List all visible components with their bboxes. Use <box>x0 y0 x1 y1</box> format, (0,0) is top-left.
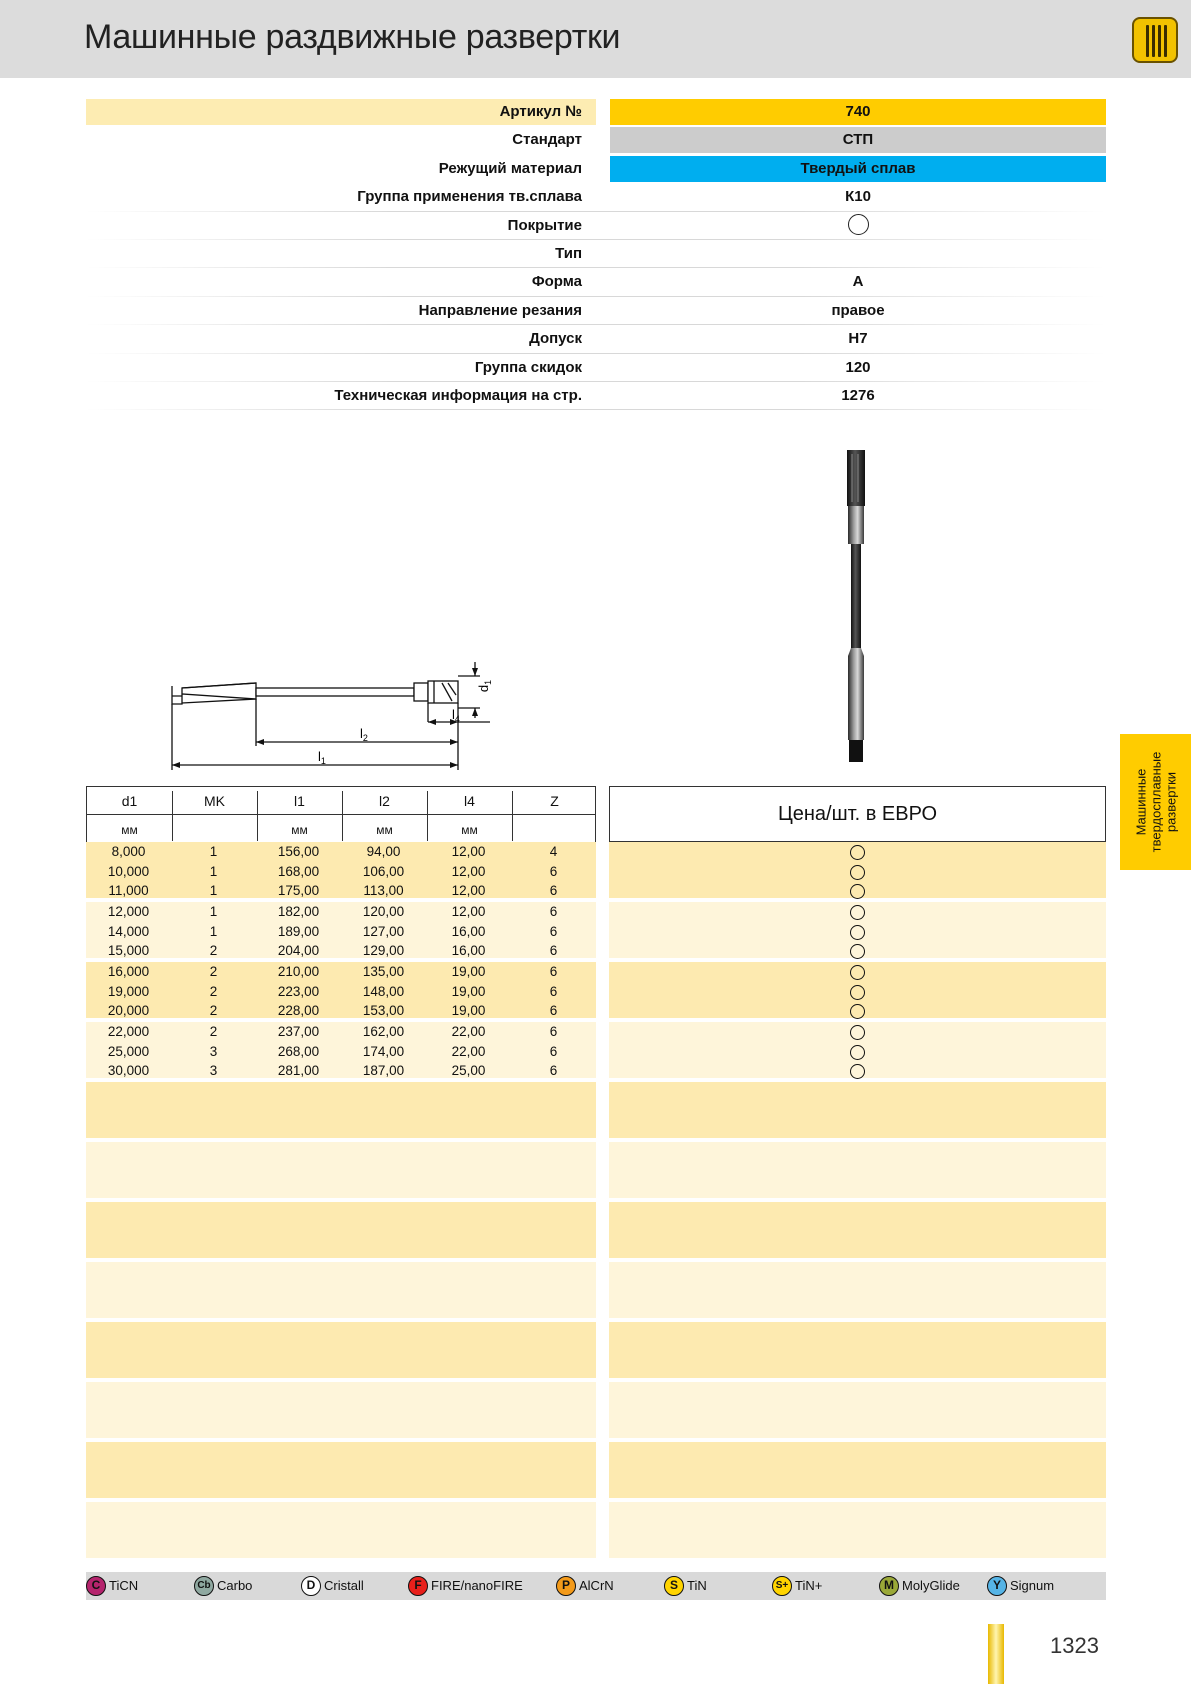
column-header: l4 <box>464 793 475 809</box>
table-cell: 106,00 <box>362 863 405 879</box>
table-row <box>86 1042 596 1062</box>
property-label: Режущий материал <box>438 159 582 177</box>
table-row <box>86 962 596 982</box>
row-divider <box>86 239 1106 240</box>
property-table <box>86 99 1106 411</box>
table-cell: 281,00 <box>277 1063 320 1079</box>
property-row <box>86 184 1106 212</box>
property-row <box>86 298 1106 326</box>
table-cell: 1 <box>209 844 218 859</box>
svg-text:l4: $l_4$ <box>452 707 460 724</box>
table-cell: 210,00 <box>277 964 320 979</box>
table-cell: 204,00 <box>277 943 320 959</box>
table-cell: 120,00 <box>362 904 405 919</box>
property-value: Твердый сплав <box>610 156 1106 182</box>
table-row <box>86 982 596 1002</box>
table-cell: 153,00 <box>362 1003 405 1019</box>
table-row <box>86 862 596 882</box>
table-cell: 25,000 <box>107 1043 150 1059</box>
column-header: l1 <box>294 793 305 809</box>
table-cell: 30,000 <box>107 1063 150 1079</box>
table-cell: 228,00 <box>277 1003 320 1019</box>
legend-item <box>556 1575 614 1597</box>
table-cell: 6 <box>549 883 558 899</box>
page-number: 1323 <box>1050 1633 1099 1658</box>
table-cell: 20,000 <box>107 1003 150 1019</box>
row-band <box>609 1202 1106 1258</box>
availability-circle-icon <box>850 1004 865 1019</box>
tool-drawing <box>160 650 520 770</box>
row-band <box>609 1442 1106 1498</box>
table-cell: 268,00 <box>277 1043 320 1059</box>
table-cell: 19,00 <box>451 1003 486 1019</box>
row-divider <box>86 353 1106 354</box>
table-cell: 19,000 <box>107 983 150 999</box>
coating-badge-icon: D <box>301 1576 321 1596</box>
property-row <box>86 269 1106 297</box>
price-cell <box>609 1001 1106 1021</box>
row-divider <box>86 296 1106 297</box>
column-unit: мм <box>121 823 138 837</box>
legend-label: TiCN <box>109 1578 139 1593</box>
table-cell: 94,00 <box>366 844 401 859</box>
price-cell <box>609 1061 1106 1081</box>
table-cell: 3 <box>209 1043 218 1059</box>
row-band <box>86 1262 596 1318</box>
dimension-table <box>86 786 596 844</box>
property-row <box>86 127 1106 155</box>
column-separator <box>172 791 173 841</box>
property-label: Артикул № <box>86 99 596 125</box>
table-cell: 2 <box>209 983 218 999</box>
table-cell: 1 <box>209 904 218 919</box>
property-row <box>86 355 1106 383</box>
table-cell: 1 <box>209 863 218 879</box>
dimension-table-header <box>86 786 596 844</box>
column-separator <box>342 791 343 841</box>
row-divider <box>86 409 1106 410</box>
table-cell: 8,000 <box>111 844 146 859</box>
table-cell: 6 <box>549 1003 558 1019</box>
legend-item <box>664 1575 707 1597</box>
table-row <box>86 842 596 862</box>
table-cell: 16,000 <box>107 964 150 979</box>
table-cell: 6 <box>549 863 558 879</box>
row-divider <box>86 267 1106 268</box>
table-cell: 14,000 <box>107 923 150 939</box>
legend-item <box>86 1575 138 1597</box>
legend-label: Carbo <box>217 1578 253 1593</box>
row-band <box>609 1502 1106 1558</box>
legend-item <box>772 1575 822 1597</box>
table-cell: 168,00 <box>277 863 320 879</box>
property-label: Форма <box>531 273 582 291</box>
legend-item <box>301 1575 364 1597</box>
row-band <box>609 1082 1106 1138</box>
table-row <box>86 1022 596 1042</box>
property-value: К10 <box>845 188 871 206</box>
header-divider <box>87 814 595 815</box>
property-value: СТП <box>610 127 1106 153</box>
table-cell: 4 <box>549 844 558 859</box>
property-value <box>610 213 1106 239</box>
coating-badge-icon: C <box>86 1576 106 1596</box>
table-row <box>86 902 596 922</box>
property-label: Группа скидок <box>474 358 582 376</box>
row-divider <box>86 381 1106 382</box>
availability-circle-icon <box>850 1025 865 1040</box>
property-label: Тип <box>555 244 582 262</box>
property-value: 740 <box>610 99 1106 125</box>
column-header: Z <box>550 793 559 809</box>
table-cell: 175,00 <box>277 883 320 899</box>
table-cell: 19,00 <box>451 964 486 979</box>
availability-circle-icon <box>850 985 865 1000</box>
table-cell: 6 <box>549 983 558 999</box>
legend-label: TiN+ <box>795 1578 823 1593</box>
price-cell <box>609 941 1106 961</box>
property-label: Стандарт <box>512 131 582 149</box>
availability-circle-icon <box>850 965 865 980</box>
no-coating-icon <box>848 214 869 235</box>
table-cell: 6 <box>549 1063 558 1079</box>
coating-badge-icon: Y <box>987 1576 1007 1596</box>
row-band <box>86 1202 596 1258</box>
property-row <box>86 213 1106 241</box>
legend-label: AlCrN <box>579 1578 614 1593</box>
table-cell: 174,00 <box>362 1043 405 1059</box>
property-row <box>86 326 1106 354</box>
table-row <box>86 1061 596 1081</box>
page-number-bar <box>988 1624 1004 1684</box>
column-header: d1 <box>121 793 138 809</box>
table-cell: 15,000 <box>107 943 150 959</box>
property-value <box>610 241 1106 267</box>
table-cell: 2 <box>209 964 218 979</box>
page-title: Машинные раздвижные развертки <box>84 18 621 56</box>
table-cell: 11,000 <box>108 883 149 899</box>
price-cell <box>609 842 1106 862</box>
column-separator <box>512 791 513 841</box>
legend-label: Cristall <box>324 1578 364 1593</box>
table-cell: 22,000 <box>107 1024 150 1039</box>
availability-circle-icon <box>850 925 865 940</box>
table-cell: 189,00 <box>277 923 320 939</box>
property-label: Покрытие <box>507 216 582 234</box>
table-row <box>86 881 596 901</box>
table-cell: 16,00 <box>451 943 486 959</box>
legend-item <box>987 1575 1054 1597</box>
svg-text:l2: $l_2$ <box>360 726 368 743</box>
svg-text:d1: $d_1$ <box>476 679 493 693</box>
column-header: l2 <box>379 793 390 809</box>
table-cell: 182,00 <box>277 904 320 919</box>
table-cell: 156,00 <box>277 844 320 859</box>
table-cell: 22,00 <box>451 1024 486 1039</box>
price-cell <box>609 862 1106 882</box>
coating-badge-icon: S+ <box>772 1576 792 1596</box>
table-cell: 12,00 <box>451 844 486 859</box>
table-cell: 135,00 <box>362 964 405 979</box>
legend-label: FIRE/nanoFIRE <box>431 1578 523 1593</box>
column-unit: мм <box>376 823 393 837</box>
table-cell: 1 <box>209 883 218 899</box>
property-value: A <box>852 273 864 291</box>
table-cell: 129,00 <box>362 943 405 959</box>
row-band <box>609 1382 1106 1438</box>
table-row <box>86 922 596 942</box>
price-cell <box>609 962 1106 982</box>
property-value: 120 <box>845 358 871 376</box>
table-cell: 237,00 <box>277 1024 320 1039</box>
table-cell: 127,00 <box>362 923 405 939</box>
table-cell: 162,00 <box>362 1024 405 1039</box>
property-row <box>86 156 1106 184</box>
coating-badge-icon: P <box>556 1576 576 1596</box>
table-row <box>86 941 596 961</box>
coating-badge-icon: Cb <box>194 1576 214 1596</box>
property-row <box>86 99 1106 127</box>
property-label: Направление резания <box>418 301 582 319</box>
row-band <box>86 1442 596 1498</box>
property-value: H7 <box>848 330 868 348</box>
table-cell: 6 <box>549 1043 558 1059</box>
price-cell <box>609 1022 1106 1042</box>
table-cell: 12,000 <box>107 904 150 919</box>
row-band <box>86 1142 596 1198</box>
row-divider <box>86 211 1106 212</box>
table-cell: 223,00 <box>277 983 320 999</box>
price-cell <box>609 1042 1106 1062</box>
property-row <box>86 383 1106 411</box>
column-header: MK <box>204 793 225 809</box>
table-cell: 12,00 <box>451 904 486 919</box>
table-cell: 6 <box>549 943 558 959</box>
property-value: 1276 <box>841 386 875 404</box>
price-cell <box>609 922 1106 942</box>
reamer-logo-icon <box>1132 17 1178 63</box>
row-band <box>86 1322 596 1378</box>
table-cell: 113,00 <box>363 883 404 899</box>
coating-legend <box>86 1572 1106 1600</box>
tool-photo <box>836 450 876 776</box>
legend-label: TiN <box>687 1578 707 1593</box>
table-cell: 12,00 <box>451 863 486 879</box>
column-unit: мм <box>291 823 308 837</box>
table-cell: 1 <box>209 923 218 939</box>
property-label: Допуск <box>529 330 582 348</box>
availability-circle-icon <box>850 905 865 920</box>
table-cell: 2 <box>209 1024 218 1039</box>
price-cell <box>609 902 1106 922</box>
table-cell: 3 <box>209 1063 218 1079</box>
table-cell: 2 <box>209 943 218 959</box>
coating-badge-icon: S <box>664 1576 684 1596</box>
legend-item <box>408 1575 523 1597</box>
availability-circle-icon <box>850 1045 865 1060</box>
row-divider <box>86 324 1106 325</box>
row-band <box>86 1082 596 1138</box>
row-band <box>86 1382 596 1438</box>
row-band <box>609 1322 1106 1378</box>
availability-circle-icon <box>850 845 865 860</box>
row-band <box>609 1142 1106 1198</box>
price-cell <box>609 982 1106 1002</box>
section-tab[interactable] <box>1120 734 1191 870</box>
availability-circle-icon <box>850 944 865 959</box>
legend-label: Signum <box>1010 1578 1055 1593</box>
table-cell: 12,00 <box>451 883 486 899</box>
table-cell: 2 <box>209 1003 218 1019</box>
table-cell: 148,00 <box>362 983 405 999</box>
coating-badge-icon: M <box>879 1576 899 1596</box>
property-value: правое <box>831 301 885 319</box>
table-cell: 6 <box>549 1024 558 1039</box>
property-label: Техническая информация на стр. <box>334 386 582 404</box>
price-header: Цена/шт. в ЕВРО <box>609 786 1106 842</box>
row-band <box>86 1502 596 1558</box>
column-separator <box>427 791 428 841</box>
column-separator <box>257 791 258 841</box>
legend-item <box>879 1575 960 1597</box>
table-cell: 6 <box>549 923 558 939</box>
table-cell: 16,00 <box>451 923 486 939</box>
page-header <box>0 0 1191 78</box>
table-cell: 25,00 <box>451 1063 486 1079</box>
row-band <box>609 1262 1106 1318</box>
legend-item <box>194 1575 252 1597</box>
table-cell: 19,00 <box>451 983 486 999</box>
table-cell: 6 <box>549 964 558 979</box>
availability-circle-icon <box>850 884 865 899</box>
section-tab-label: Машинные твердосплавные развертки <box>1133 751 1178 853</box>
property-row <box>86 241 1106 269</box>
table-cell: 6 <box>549 904 558 919</box>
table-cell: 22,00 <box>451 1043 486 1059</box>
table-cell: 187,00 <box>362 1063 405 1079</box>
svg-text:l1: $l_1$ <box>318 749 326 766</box>
coating-badge-icon: F <box>408 1576 428 1596</box>
column-unit: мм <box>461 823 478 837</box>
availability-circle-icon <box>850 865 865 880</box>
property-label: Группа применения тв.сплава <box>357 188 582 206</box>
price-cell <box>609 881 1106 901</box>
availability-circle-icon <box>850 1064 865 1079</box>
table-cell: 10,000 <box>107 863 150 879</box>
table-row <box>86 1001 596 1021</box>
legend-label: MolyGlide <box>902 1578 960 1593</box>
